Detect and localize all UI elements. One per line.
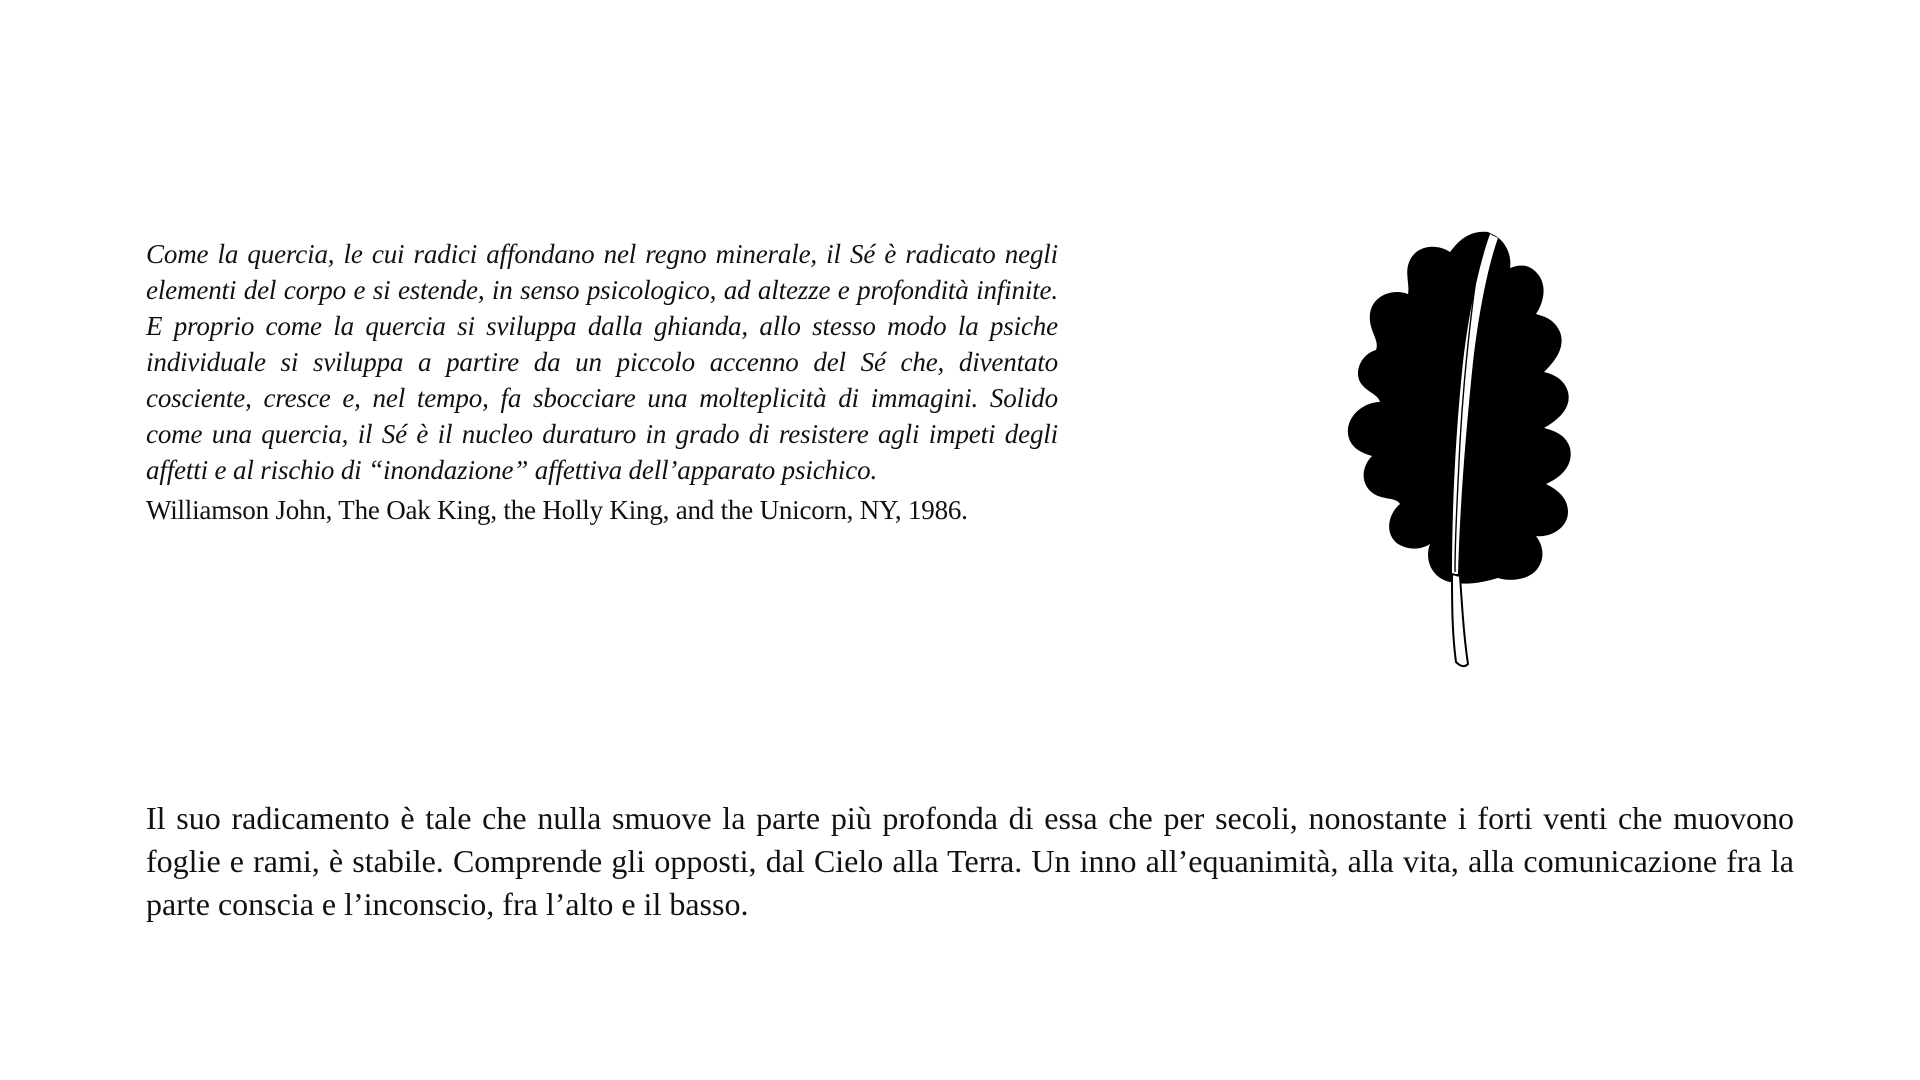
oak-leaf-illustration xyxy=(1340,222,1590,670)
body-paragraph: Il suo radicamento è tale che nulla smuove la parte più profonda di essa che per secoli, nonostante i forti venti che muovono foglie e rami, è stabile. Comprende gli opposti, dal Cielo alla Terra. Un inno all’equanimità, alla vita, alla comunicazione fra la parte conscia e l’inconscio, fra l’alto e il basso. xyxy=(146,800,1794,922)
oak-leaf-icon xyxy=(1340,222,1590,670)
quote-citation: Williamson John, The Oak King, the Holly King, and the Unicorn, NY, 1986. xyxy=(146,495,968,525)
quote-text: Come la quercia, le cui radici affondano nel regno minerale, il Sé è radicato negli elementi del corpo e si estende, in senso psicologico, ad altezze e profondità infinite. E proprio come la quercia si sviluppa dalla ghianda, allo stesso modo la psiche individuale si sviluppa a partire da un piccolo accenno del Sé che, diventato cosciente, cresce e, nel tempo, fa sbocciare una molteplicità di immagini. Solido come una quercia, il Sé è il nucleo duraturo in grado di resistere agli impeti degli affetti e al rischio di “inondazione” affettiva dell’apparato psichico. xyxy=(146,239,1058,485)
quote-block xyxy=(146,236,1058,528)
